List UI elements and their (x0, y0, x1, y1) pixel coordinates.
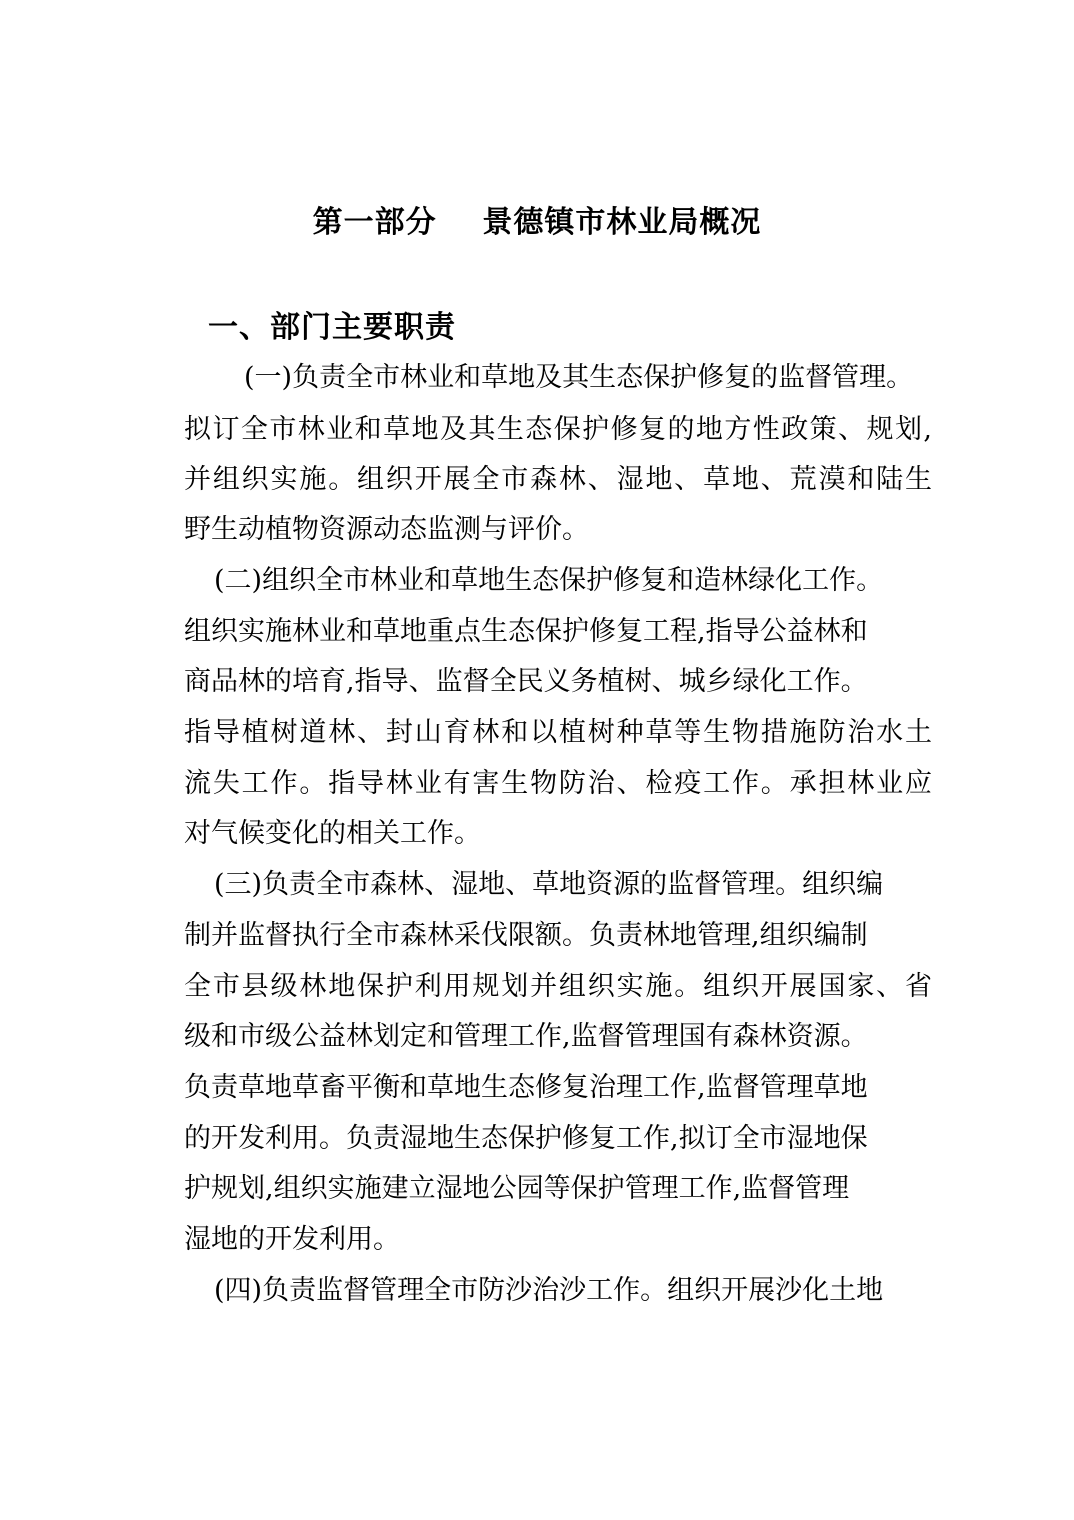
body-line: (四)负责监督管理全市防沙治沙工作。组织开展沙化土地 (214, 1275, 884, 1306)
body-line: 商品林的培育,指导、监督全民义务植树、城乡绿化工作。 (184, 666, 868, 697)
body-line: 并组织实施。组织开展全市森林、湿地、草地、荒漠和陆生 (184, 464, 932, 495)
body-line: 湿地的开发利用。 (184, 1224, 400, 1255)
page-title: 第一部分 景德镇市林业局概况 (312, 205, 762, 240)
section-heading: 一、部门主要职责 (208, 310, 456, 345)
body-line: 制并监督执行全市森林采伐限额。负责林地管理,组织编制 (184, 920, 868, 951)
body-line: 指导植树道林、封山育林和以植树种草等生物措施防治水土 (184, 717, 932, 748)
body-line: 对气候变化的相关工作。 (184, 818, 481, 849)
body-line: 野生动植物资源动态监测与评价。 (184, 514, 589, 545)
body-line: 全市县级林地保护利用规划并组织实施。组织开展国家、省 (184, 971, 932, 1002)
body-line: (二)组织全市林业和草地生态保护修复和造林绿化工作。 (214, 565, 884, 596)
body-line: 拟订全市林业和草地及其生态保护修复的地方性政策、规划, (184, 414, 932, 445)
body-line: 组织实施林业和草地重点生态保护修复工程,指导公益林和 (184, 616, 868, 647)
body-line: (三)负责全市森林、湿地、草地资源的监督管理。组织编 (214, 869, 884, 900)
body-line: 负责草地草畜平衡和草地生态修复治理工作,监督管理草地 (184, 1072, 868, 1103)
body-line: 级和市级公益林划定和管理工作,监督管理国有森林资源。 (184, 1021, 868, 1052)
body-line: (一)负责全市林业和草地及其生态保护修复的监督管理。 (244, 362, 914, 393)
body-line: 的开发利用。负责湿地生态保护修复工作,拟订全市湿地保 (184, 1123, 868, 1154)
body-line: 护规划,组织实施建立湿地公园等保护管理工作,监督管理 (184, 1173, 850, 1204)
body-line: 流失工作。指导林业有害生物防治、检疫工作。承担林业应 (184, 768, 932, 799)
